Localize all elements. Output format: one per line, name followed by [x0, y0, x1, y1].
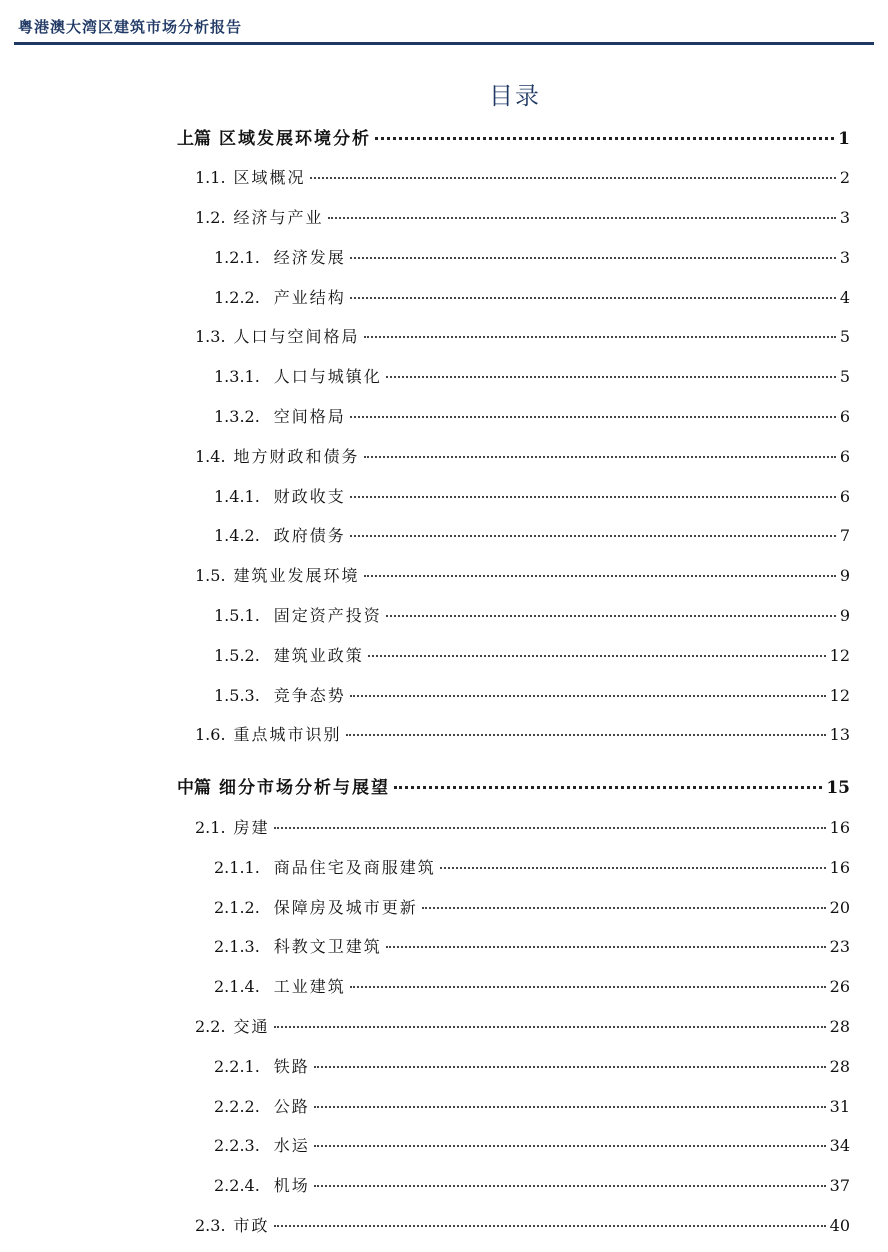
- toc-entry-1-6[interactable]: [195, 723, 850, 747]
- toc-section-number: 2.1.4.: [214, 977, 260, 996]
- toc-entry-text: 政府债务: [273, 526, 346, 545]
- toc-entry-1-4[interactable]: [195, 445, 850, 469]
- toc-section-number: 1.2.1.: [214, 248, 260, 267]
- toc-entry-text: 竞争态势: [273, 686, 346, 705]
- toc-section-number: 1.5.3.: [214, 686, 260, 705]
- toc-entry-text: 铁路: [273, 1057, 310, 1076]
- toc-leader: [440, 867, 826, 869]
- toc-entry-2-1-2[interactable]: [214, 896, 850, 920]
- toc-page-number: 12: [829, 646, 850, 665]
- toc-page-number: 4: [839, 288, 850, 307]
- toc-page-number: 28: [829, 1057, 850, 1076]
- toc-leader: [350, 297, 836, 299]
- toc-section-number: 1.4.2.: [214, 526, 260, 545]
- toc-leader: [328, 217, 836, 219]
- toc-page-number: 9: [839, 606, 850, 625]
- toc-entry-text: 人口与空间格局: [233, 327, 360, 346]
- toc-heading: 目录: [489, 82, 541, 110]
- toc-page-number: 31: [829, 1097, 850, 1116]
- toc-page-number: 16: [829, 858, 850, 877]
- toc-leader: [364, 336, 836, 338]
- toc-leader: [350, 496, 836, 498]
- toc-page-number: 28: [829, 1017, 850, 1036]
- toc-leader: [274, 827, 826, 829]
- toc-section-number: 2.2.1.: [214, 1057, 260, 1076]
- toc-page-number: 34: [829, 1136, 850, 1155]
- toc-entry-text: 保障房及城市更新: [273, 898, 418, 917]
- toc-entry-text: 交通: [233, 1017, 270, 1036]
- toc-leader: [368, 655, 826, 657]
- toc-page-number: 6: [839, 407, 850, 426]
- toc-leader: [350, 257, 836, 259]
- toc-page-number: 5: [839, 367, 850, 386]
- toc-page-number: 15: [826, 778, 850, 798]
- toc-section-number: 2.1.3.: [214, 937, 260, 956]
- toc-entry-text: 财政收支: [273, 487, 346, 506]
- toc-section-number: 1.5.2.: [214, 646, 260, 665]
- toc-leader: [364, 575, 836, 577]
- toc-section-number: 1.4.1.: [214, 487, 260, 506]
- toc-entry-text: 工业建筑: [273, 977, 346, 996]
- toc-section-number: 1.5.: [195, 566, 226, 585]
- toc-entry-text: 房建: [233, 818, 270, 837]
- toc-section-number: 1.2.: [195, 208, 226, 227]
- toc-entry-text: 市政: [233, 1216, 270, 1235]
- toc-leader: [386, 946, 826, 948]
- toc-entry-1-5-1[interactable]: [214, 604, 850, 628]
- toc-page-number: 2: [839, 168, 850, 187]
- toc-leader: [310, 177, 836, 179]
- header-divider: [14, 42, 874, 45]
- toc-section-number: 2.3.: [195, 1216, 226, 1235]
- toc-entry-2-2-4[interactable]: [214, 1174, 850, 1198]
- toc-leader: [346, 734, 826, 736]
- toc-entry-text: 建筑业发展环境: [233, 566, 360, 585]
- toc-leader: [394, 786, 822, 789]
- toc-entry-1-3-1[interactable]: [214, 365, 850, 389]
- toc-section-number: 1.3.2.: [214, 407, 260, 426]
- toc-entry-2-2-2[interactable]: [214, 1095, 850, 1119]
- toc-section-number: 2.2.: [195, 1017, 226, 1036]
- toc-leader: [422, 907, 826, 909]
- toc-page-number: 9: [839, 566, 850, 585]
- toc-entry-2-2[interactable]: [195, 1015, 850, 1039]
- toc-entry-2-2-3[interactable]: [214, 1134, 850, 1158]
- toc-section-number: 2.2.3.: [214, 1136, 260, 1155]
- toc-entry-1-3[interactable]: [195, 325, 850, 349]
- toc-leader: [350, 535, 836, 537]
- toc-entry-1-4-1[interactable]: [214, 485, 850, 509]
- toc-leader: [314, 1066, 826, 1068]
- toc-entry-text: 公路: [273, 1097, 310, 1116]
- toc-entry-text: 科教文卫建筑: [273, 937, 382, 956]
- toc-entry-1-2-2[interactable]: [214, 286, 850, 310]
- toc-entry-2-1-1[interactable]: [214, 856, 850, 880]
- toc-entry-text: 区域概况: [233, 168, 306, 187]
- toc-entry-2-2-1[interactable]: [214, 1055, 850, 1079]
- toc-page-number: 20: [829, 898, 850, 917]
- toc-entry-1-1[interactable]: [195, 166, 850, 190]
- toc-entry-text: 机场: [273, 1176, 310, 1195]
- toc-leader: [350, 695, 826, 697]
- toc-part-label: 上篇: [177, 129, 211, 149]
- toc-entry-text: 地方财政和债务: [233, 447, 360, 466]
- toc-section-number: 2.2.4.: [214, 1176, 260, 1195]
- toc-page-number: 3: [839, 208, 850, 227]
- toc-section-number: 1.6.: [195, 725, 226, 744]
- toc-entry-text: 建筑业政策: [273, 646, 364, 665]
- toc-entry-part-2[interactable]: [177, 776, 850, 800]
- toc-section-number: 2.1.: [195, 818, 226, 837]
- toc-entry-1-2-1[interactable]: [214, 246, 850, 270]
- toc-section-number: 1.1.: [195, 168, 226, 187]
- toc-leader: [350, 986, 826, 988]
- toc-page-number: 16: [829, 818, 850, 837]
- toc-leader: [375, 137, 834, 140]
- toc-entry-1-5-3[interactable]: [214, 684, 850, 708]
- toc-page-number: 13: [829, 725, 850, 744]
- toc-page-number: 12: [829, 686, 850, 705]
- toc-page-number: 40: [829, 1216, 850, 1235]
- toc-part-label: 中篇: [177, 778, 211, 798]
- toc-page-number: 6: [839, 447, 850, 466]
- toc-entry-2-1-3[interactable]: [214, 935, 850, 959]
- toc-page-number: 3: [839, 248, 850, 267]
- toc-entry-text: 商品住宅及商服建筑: [273, 858, 436, 877]
- toc-page-number: 37: [829, 1176, 850, 1195]
- toc-leader: [314, 1106, 826, 1108]
- toc-entry-text: 细分市场分析与展望: [219, 778, 390, 798]
- toc-section-number: 1.3.1.: [214, 367, 260, 386]
- toc-entry-text: 经济与产业: [233, 208, 324, 227]
- toc-section-number: 2.1.2.: [214, 898, 260, 917]
- toc-entry-text: 固定资产投资: [273, 606, 382, 625]
- toc-page-number: 7: [839, 526, 850, 545]
- toc-leader: [350, 416, 836, 418]
- toc-entry-1-2[interactable]: [195, 206, 850, 230]
- toc-entry-1-5-2[interactable]: [214, 644, 850, 668]
- toc-page-number: 1: [838, 129, 850, 149]
- page-header: [0, 0, 888, 48]
- toc-entry-1-5[interactable]: [195, 564, 850, 588]
- toc-section-number: 2.1.1.: [214, 858, 260, 877]
- toc-section-number: 1.4.: [195, 447, 226, 466]
- toc-entry-text: 水运: [273, 1136, 310, 1155]
- toc-entry-2-3[interactable]: [195, 1214, 850, 1238]
- toc-page-number: 5: [839, 327, 850, 346]
- toc-entry-text: 人口与城镇化: [273, 367, 382, 386]
- toc-entry-part-1[interactable]: [177, 127, 850, 151]
- toc-entry-text: 区域发展环境分析: [219, 129, 371, 149]
- toc-leader: [274, 1026, 826, 1028]
- toc-section-number: 2.2.2.: [214, 1097, 260, 1116]
- toc-page-number: 26: [829, 977, 850, 996]
- toc-entry-text: 空间格局: [273, 407, 346, 426]
- toc-entry-text: 经济发展: [273, 248, 346, 267]
- toc-page-number: 23: [829, 937, 850, 956]
- toc-section-number: 1.3.: [195, 327, 226, 346]
- toc-page-number: 6: [839, 487, 850, 506]
- toc-entry-2-1[interactable]: [195, 816, 850, 840]
- toc-leader: [314, 1145, 826, 1147]
- report-title: 粤港澳大湾区建筑市场分析报告: [18, 18, 243, 36]
- toc-leader: [364, 456, 836, 458]
- toc-leader: [386, 376, 836, 378]
- toc-entry-text: 重点城市识别: [233, 725, 342, 744]
- toc-entry-text: 产业结构: [273, 288, 346, 307]
- toc-entry-1-4-2[interactable]: [214, 524, 850, 548]
- toc-leader: [314, 1185, 826, 1187]
- toc-entry-1-3-2[interactable]: [214, 405, 850, 429]
- toc-entry-2-1-4[interactable]: [214, 975, 850, 999]
- toc-section-number: 1.5.1.: [214, 606, 260, 625]
- toc-leader: [274, 1225, 826, 1227]
- toc-section-number: 1.2.2.: [214, 288, 260, 307]
- toc-leader: [386, 615, 836, 617]
